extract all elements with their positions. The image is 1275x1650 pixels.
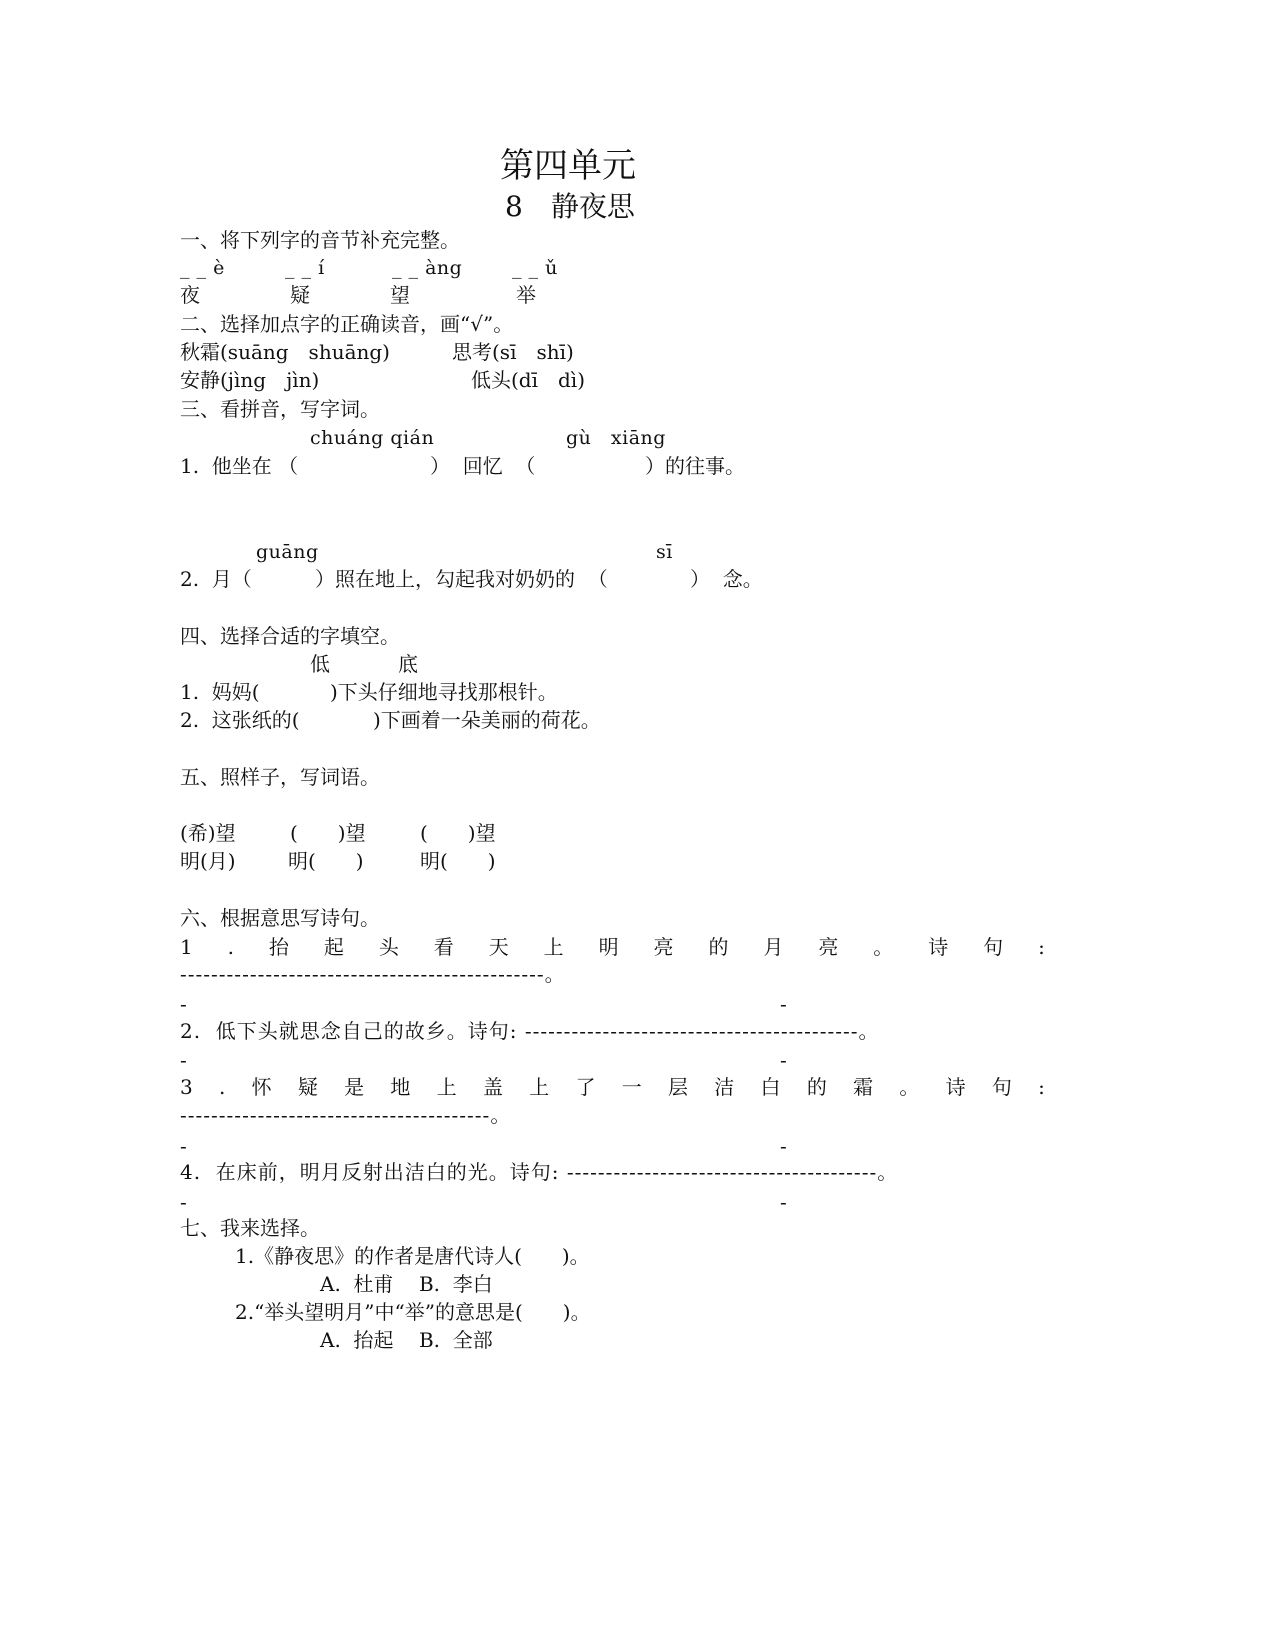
word-pattern: (希)望 — [180, 821, 236, 845]
poem-question-3: 3 . 怀 疑 是 地 上 盖 上 了 一 层 洁 白 的 霜 。 诗 句 : — [180, 1075, 1045, 1099]
word-pattern: ( )望 — [420, 821, 496, 845]
mark: - — [180, 1134, 187, 1158]
mark: - — [180, 1048, 187, 1072]
pinyin-blank: _ _ ǔ — [512, 257, 558, 279]
question-text: )下头仔细地寻找那根针。 — [330, 680, 558, 704]
section-2-heading: 二、选择加点字的正确读音，画“√”。 — [180, 312, 514, 336]
pinyin-blank: _ _ è — [180, 257, 225, 279]
reading-choice: 安静(jìng jìn) — [180, 368, 320, 392]
question-text: ） 回忆 （ — [430, 454, 536, 478]
section-1-heading: 一、将下列字的音节补充完整。 — [180, 228, 460, 252]
section-3-heading: 三、看拼音，写字词。 — [180, 397, 380, 421]
pinyin-hint: chuáng qián — [310, 427, 435, 449]
mark: - — [180, 1190, 187, 1214]
section-6-heading: 六、根据意思写诗句。 — [180, 906, 380, 930]
question-text: ） 念。 — [690, 567, 763, 591]
mark: - — [780, 1190, 787, 1214]
mark: - — [780, 1048, 787, 1072]
word-pattern: ( )望 — [290, 821, 366, 845]
section-5-heading: 五、照样子，写词语。 — [180, 765, 380, 789]
reading-choice: 低头(dī dì) — [471, 368, 586, 392]
pinyin-blank: _ _ àng — [392, 257, 463, 279]
choice-question: 2.“举头望明月”中“举”的意思是( )。 — [235, 1300, 591, 1324]
poem-question-4: 4. 在床前，明月反射出洁白的光。诗句: ----------------------------------------。 — [180, 1160, 899, 1184]
question-text: ）的往事。 — [645, 454, 745, 478]
question-text: ）照在地上，勾起我对奶奶的 （ — [315, 567, 608, 591]
question-text: 1. 他坐在 （ — [180, 454, 299, 478]
pinyin-hint: guāng — [256, 541, 319, 563]
choice-question: 1.《静夜思》的作者是唐代诗人( )。 — [235, 1244, 590, 1268]
question-text: 2. 这张纸的( — [180, 708, 300, 732]
mark: - — [180, 992, 187, 1016]
answer-line: -----------------------------------------------。 — [180, 962, 566, 986]
character: 望 — [390, 283, 410, 307]
section-7-heading: 七、我来选择。 — [180, 1216, 320, 1240]
choice-options: A. 抬起 B. 全部 — [320, 1328, 493, 1352]
character: 举 — [516, 283, 536, 307]
poem-question-1: 1 . 抬 起 头 看 天 上 明 亮 的 月 亮 。 诗 句 : — [180, 935, 1045, 959]
word-pattern: 明( ) — [288, 849, 364, 873]
question-text: )下画着一朵美丽的荷花。 — [373, 708, 601, 732]
answer-line: ----------------------------------------。 — [180, 1103, 512, 1127]
word-pattern: 明(月) — [180, 849, 236, 873]
question-text: 2. 月（ — [180, 567, 252, 591]
pinyin-blank: _ _ í — [285, 257, 325, 279]
section-4-heading: 四、选择合适的字填空。 — [180, 624, 400, 648]
mark: - — [780, 1134, 787, 1158]
poem-question-2: 2. 低下头就思念自己的故乡。诗句: -------------------------------------------。 — [180, 1019, 880, 1043]
pinyin-hint: gù xiāng — [566, 427, 666, 449]
character: 夜 — [180, 283, 200, 307]
question-text: 1. 妈妈( — [180, 680, 260, 704]
reading-choice: 秋霜(suāng shuāng) — [180, 340, 390, 364]
option-char: 低 — [310, 652, 330, 676]
mark: - — [780, 992, 787, 1016]
word-pattern: 明( ) — [420, 849, 496, 873]
page-title: 第四单元 — [500, 146, 636, 186]
option-char: 底 — [398, 652, 418, 676]
reading-choice: 思考(sī shī) — [452, 340, 574, 364]
pinyin-hint: sī — [656, 541, 673, 563]
lesson-title: 8 静夜思 — [505, 190, 635, 223]
character: 疑 — [290, 283, 310, 307]
choice-options: A. 杜甫 B. 李白 — [320, 1272, 493, 1296]
